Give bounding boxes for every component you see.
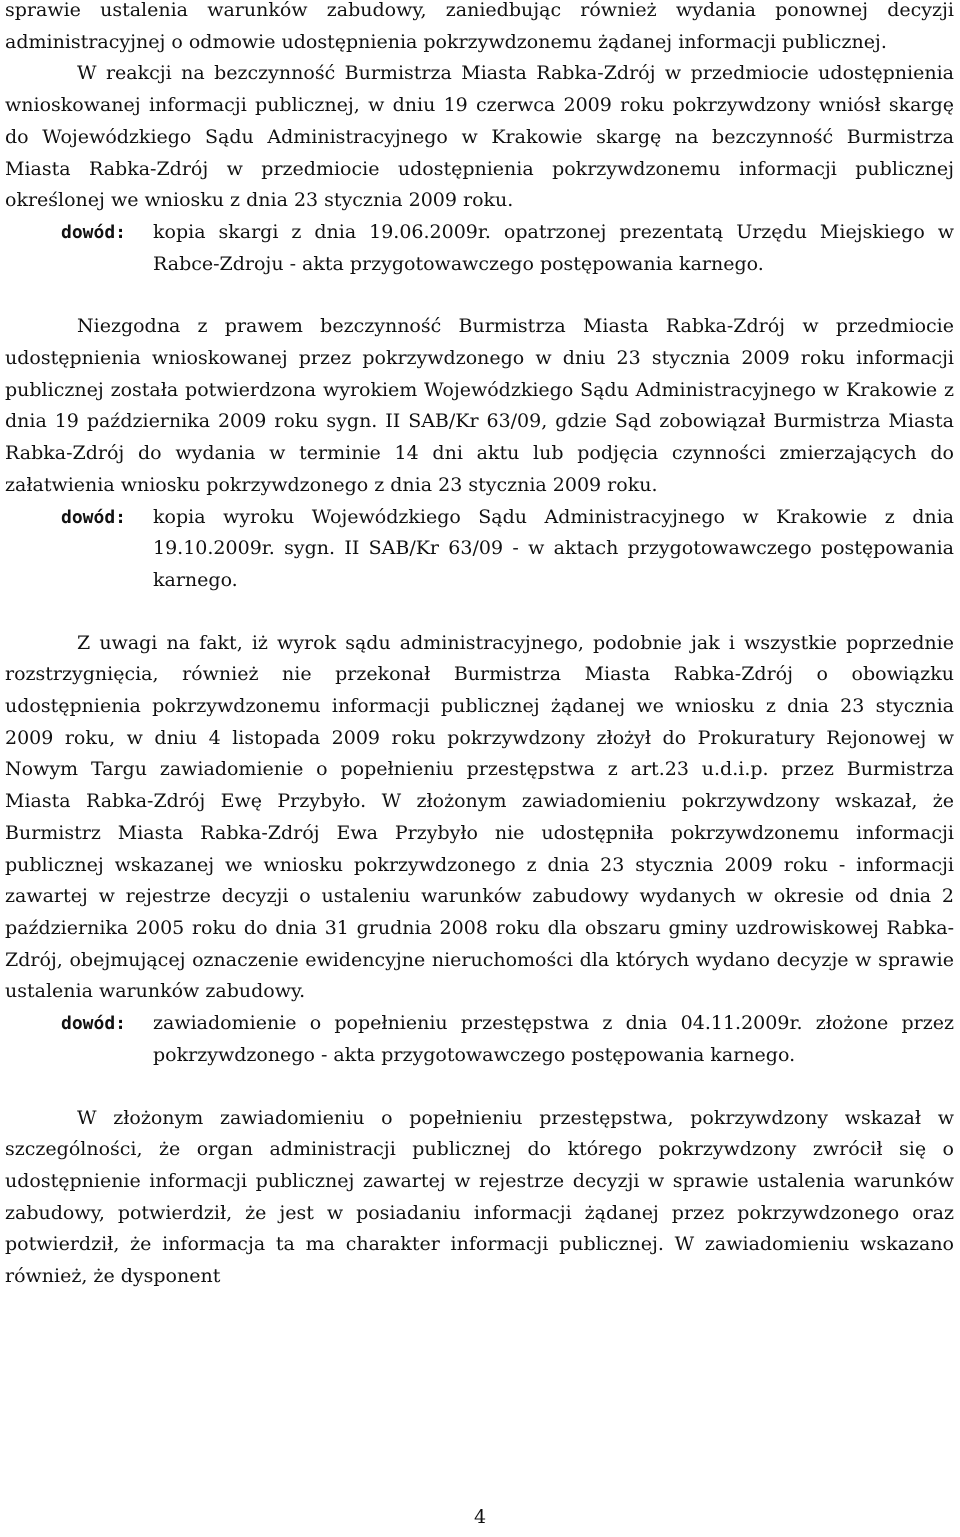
evidence-label: dowód: bbox=[61, 221, 127, 243]
evidence-text: kopia wyroku Wojewódzkiego Sądu Administracyjnego w Krakowie z dnia 19.10.2009r. sygn. II SAB/Kr 63/09 - w aktach przygotowawczego postępowania karnego. bbox=[153, 505, 954, 591]
evidence-label: dowód: bbox=[61, 506, 127, 528]
page-number: 4 bbox=[473, 1506, 487, 1528]
evidence-entry-notice bbox=[61, 1008, 954, 1071]
paragraph-complaint: W reakcji na bezczynność Burmistrza Miasta Rabka-Zdrój w przedmiocie udostępnienia wnioskowanej informacji publicznej, w dniu 19 czerwca 2009 roku pokrzywdzony wniósł skargę do Wojewódzkiego Sądu Administracyjnego w Krakowie skargę na bezczynność Burmistrza Miasta Rabka-Zdrój w przedmiocie udostępnienia pokrzywdzonemu informacji publicznej określonej we wniosku z dnia 23 stycznia 2009 roku. bbox=[5, 62, 954, 212]
evidence-entry-ruling bbox=[61, 502, 954, 597]
paragraph-notice-details: W złożonym zawiadomieniu o popełnieniu przestępstwa, pokrzywdzony wskazał w szczególności, że organ administracji publicznej do którego pokrzywdzony zwrócił się o udostępnienie informacji publicznej zawartej w rejestrze decyzji w sprawie ustalenia warunków zabudowy, potwierdził, że jest w posiadaniu informacji żądanej przez pokrzywdzonego oraz potwierdził, że informacja ta ma charakter informacji publicznej. W zawiadomieniu wskazano również, że dysponent bbox=[5, 1106, 954, 1288]
paragraph-court-ruling: Niezgodna z prawem bezczynność Burmistrza Miasta Rabka-Zdrój w przedmiocie udostępnienia wnioskowanej przez pokrzywdzonego w dniu 23 stycznia 2009 roku informacji publicznej została potwierdzona wyrokiem Wojewódzkiego Sądu Administracyjnego w Krakowie z dnia 19 października 2009 roku sygn. II SAB/Kr 63/09, gdzie Sąd zobowiązał Burmistrza Miasta Rabka-Zdrój do wydania w terminie 14 dni aktu lub podjęcia czynności zmierzających do załatwienia wniosku pokrzywdzonego z dnia 23 stycznia 2009 roku. bbox=[5, 315, 954, 496]
evidence-entry-complaint bbox=[61, 217, 954, 280]
paragraph-continuation: sprawie ustalenia warunków zabudowy, zaniedbując również wydania ponownej decyzji administracyjnej o odmowie udostępnienia pokrzywdzonemu żądanej informacji publicznej. bbox=[5, 0, 954, 53]
paragraph-prosecution-notice: Z uwagi na fakt, iż wyrok sądu administracyjnego, podobnie jak i wszystkie poprzednie rozstrzygnięcia, również nie przekonał Burmistrza Miasta Rabka-Zdrój o obowiązku udostępnienia pokrzywdzonemu informacji publicznej żądanej we wniosku z dnia 23 stycznia 2009 roku, w dniu 4 listopada 2009 roku pokrzywdzony złożył do Prokuratury Rejonowej w Nowym Targu zawiadomienie o popełnieniu przestępstwa z art.23 u.d.i.p. przez Burmistrza Miasta Rabka-Zdrój Ewę Przybyło. W złożonym zawiadomieniu pokrzywdzony wskazał, że Burmistrz Miasta Rabka-Zdrój Ewa Przybyło nie udostępniła pokrzywdzonemu informacji publicznej wskazanej we wniosku pokrzywdzonego z dnia 23 stycznia 2009 roku - informacji zawartej w rejestrze decyzji o ustaleniu warunków zabudowy wydanych w okresie od dnia 2 października 2005 roku do dnia 31 grudnia 2008 roku dla obszaru gminy uzdrowiskowej Rabka-Zdrój, obejmującej oznaczenie ewidencyjne nieruchomości dla których wydano decyzje w sprawie ustalenia warunków zabudowy. bbox=[5, 631, 954, 1003]
evidence-text: kopia skargi z dnia 19.06.2009r. opatrzonej prezentatą Urzędu Miejskiego w Rabce-Zdroju - akta przygotowawczego postępowania karnego. bbox=[153, 220, 954, 275]
evidence-text: zawiadomienie o popełnieniu przestępstwa z dnia 04.11.2009r. złożone przez pokrzywdzonego - akta przygotowawczego postępowania karnego. bbox=[153, 1012, 954, 1066]
evidence-label: dowód: bbox=[61, 1013, 127, 1035]
